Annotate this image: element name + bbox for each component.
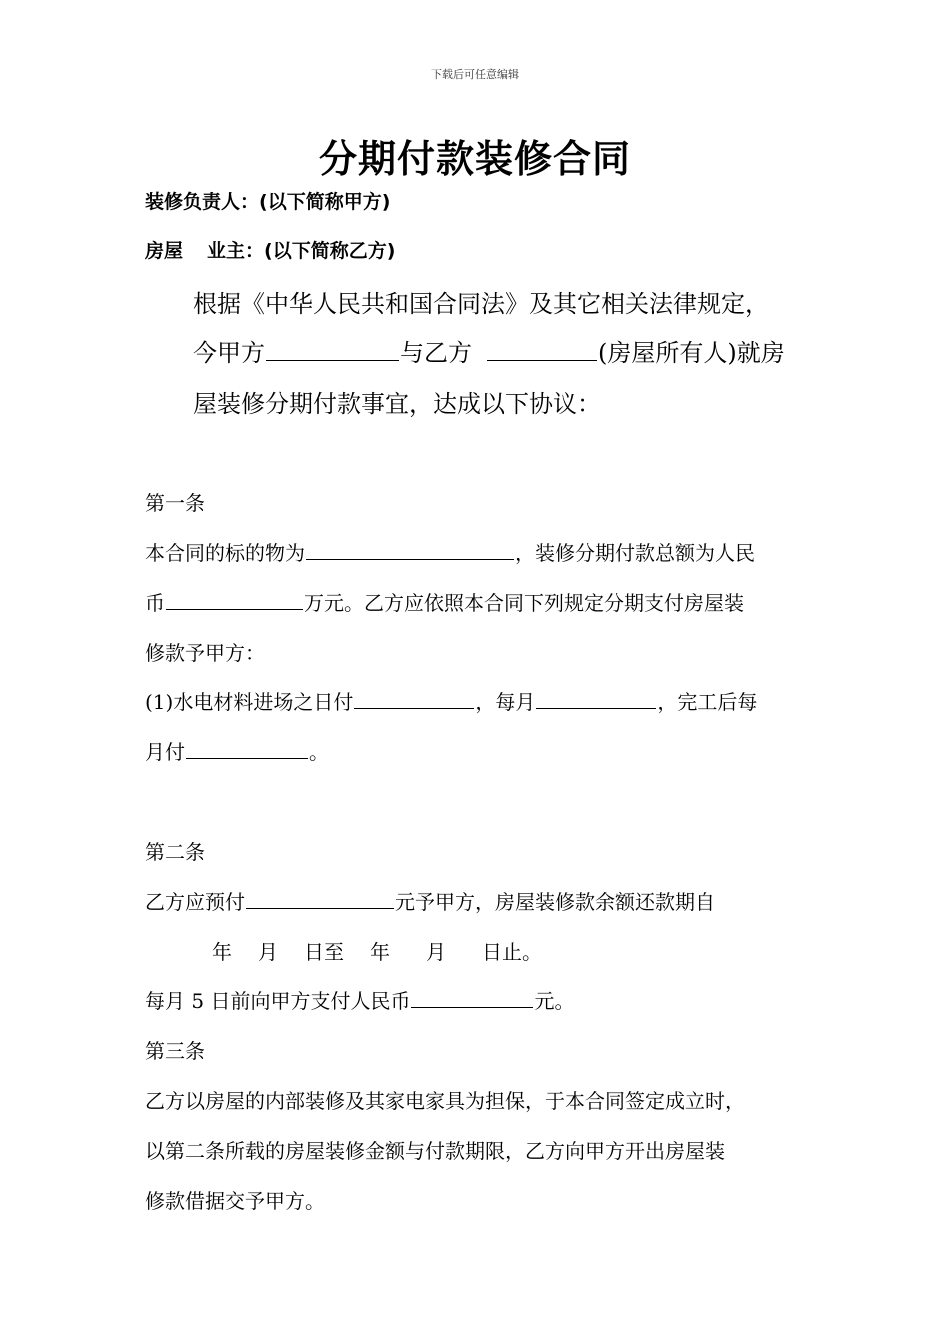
article-1-line-2 — [145, 587, 744, 616]
article-2-line-3 — [145, 985, 574, 1014]
article-3-heading: 第三条 — [145, 1039, 205, 1063]
article-1-text: 月付 — [145, 740, 185, 764]
party-b-line — [145, 236, 395, 263]
monthly-payment-blank[interactable] — [536, 688, 656, 709]
intro-line-1: 根据《中华人民共和国合同法》及其它相关法律规定， — [193, 290, 769, 318]
material-payment-blank[interactable] — [354, 688, 474, 709]
party-b-label-2: 业主： — [207, 240, 265, 262]
subject-matter-blank[interactable] — [306, 539, 514, 560]
date-day-end: 日止。 — [482, 940, 542, 964]
post-completion-payment-blank[interactable] — [186, 738, 308, 759]
article-3-line-2: 以第二条所载的房屋装修金额与付款期限，乙方向甲方开出房屋装 — [145, 1139, 725, 1163]
article-1-heading: 第一条 — [145, 491, 205, 515]
party-a-line — [145, 187, 390, 214]
date-year-start: 年 — [212, 940, 232, 964]
article-1-text: 万元。乙方应依照本合同下列规定分期支付房屋装 — [304, 591, 744, 615]
article-1-text: 本合同的标的物为 — [145, 541, 305, 565]
article-1-text: 。 — [309, 740, 329, 764]
article-1-text: ，完工后每 — [657, 690, 758, 714]
date-day-start: 日至 — [304, 940, 344, 964]
date-year-end: 年 — [370, 940, 390, 964]
article-3-line-1: 乙方以房屋的内部装修及其家电家具为担保，于本合同签定成立时， — [145, 1089, 745, 1113]
article-1-text: 币 — [145, 591, 165, 615]
article-2-text: 元予甲方，房屋装修款余额还款期自 — [395, 890, 715, 914]
total-amount-blank[interactable] — [166, 589, 303, 610]
party-a-label: 装修负责人： — [145, 191, 260, 213]
article-1-text: ，每月 — [475, 690, 536, 714]
party-b-label-1: 房屋 — [145, 240, 184, 262]
header-note: 下载后可任意编辑 — [431, 68, 519, 81]
article-1-line-3: 修款予甲方： — [145, 641, 265, 665]
intro-line-3: 屋装修分期付款事宜，达成以下协议： — [193, 390, 601, 418]
date-month-end: 月 — [426, 940, 446, 964]
intro-line-2 — [193, 333, 785, 368]
party-a-note: (以下简称甲方) — [259, 191, 391, 213]
intro-line-2-a: 今甲方 — [193, 339, 265, 367]
article-1-line-5 — [145, 736, 329, 765]
article-1-line-1 — [145, 537, 755, 566]
party-a-name-blank[interactable] — [266, 340, 399, 361]
article-3-line-3: 修款借据交予甲方。 — [145, 1189, 325, 1213]
article-1-text: ，装修分期付款总额为人民 — [515, 541, 755, 565]
article-1-text: (1)水电材料进场之日付 — [145, 690, 354, 714]
intro-line-2-b: 与乙方 — [400, 339, 472, 367]
monthly-rmb-blank[interactable] — [411, 987, 533, 1008]
article-2-line-1 — [145, 886, 715, 915]
intro-line-2-c: (房屋所有人)就房 — [598, 339, 785, 367]
party-b-note: (以下简称乙方) — [264, 240, 396, 262]
article-2-text: 元。 — [534, 989, 575, 1013]
article-2-text: 每月 5 日前向甲方支付人民币 — [145, 989, 411, 1013]
prepayment-blank[interactable] — [246, 888, 394, 909]
article-2-heading: 第二条 — [145, 840, 205, 864]
article-1-line-4 — [145, 686, 757, 715]
article-2-date-line — [212, 936, 542, 965]
date-month-start: 月 — [258, 940, 278, 964]
party-b-name-blank[interactable] — [487, 340, 597, 361]
page-title: 分期付款装修合同 — [318, 137, 631, 181]
article-2-text: 乙方应预付 — [145, 890, 245, 914]
